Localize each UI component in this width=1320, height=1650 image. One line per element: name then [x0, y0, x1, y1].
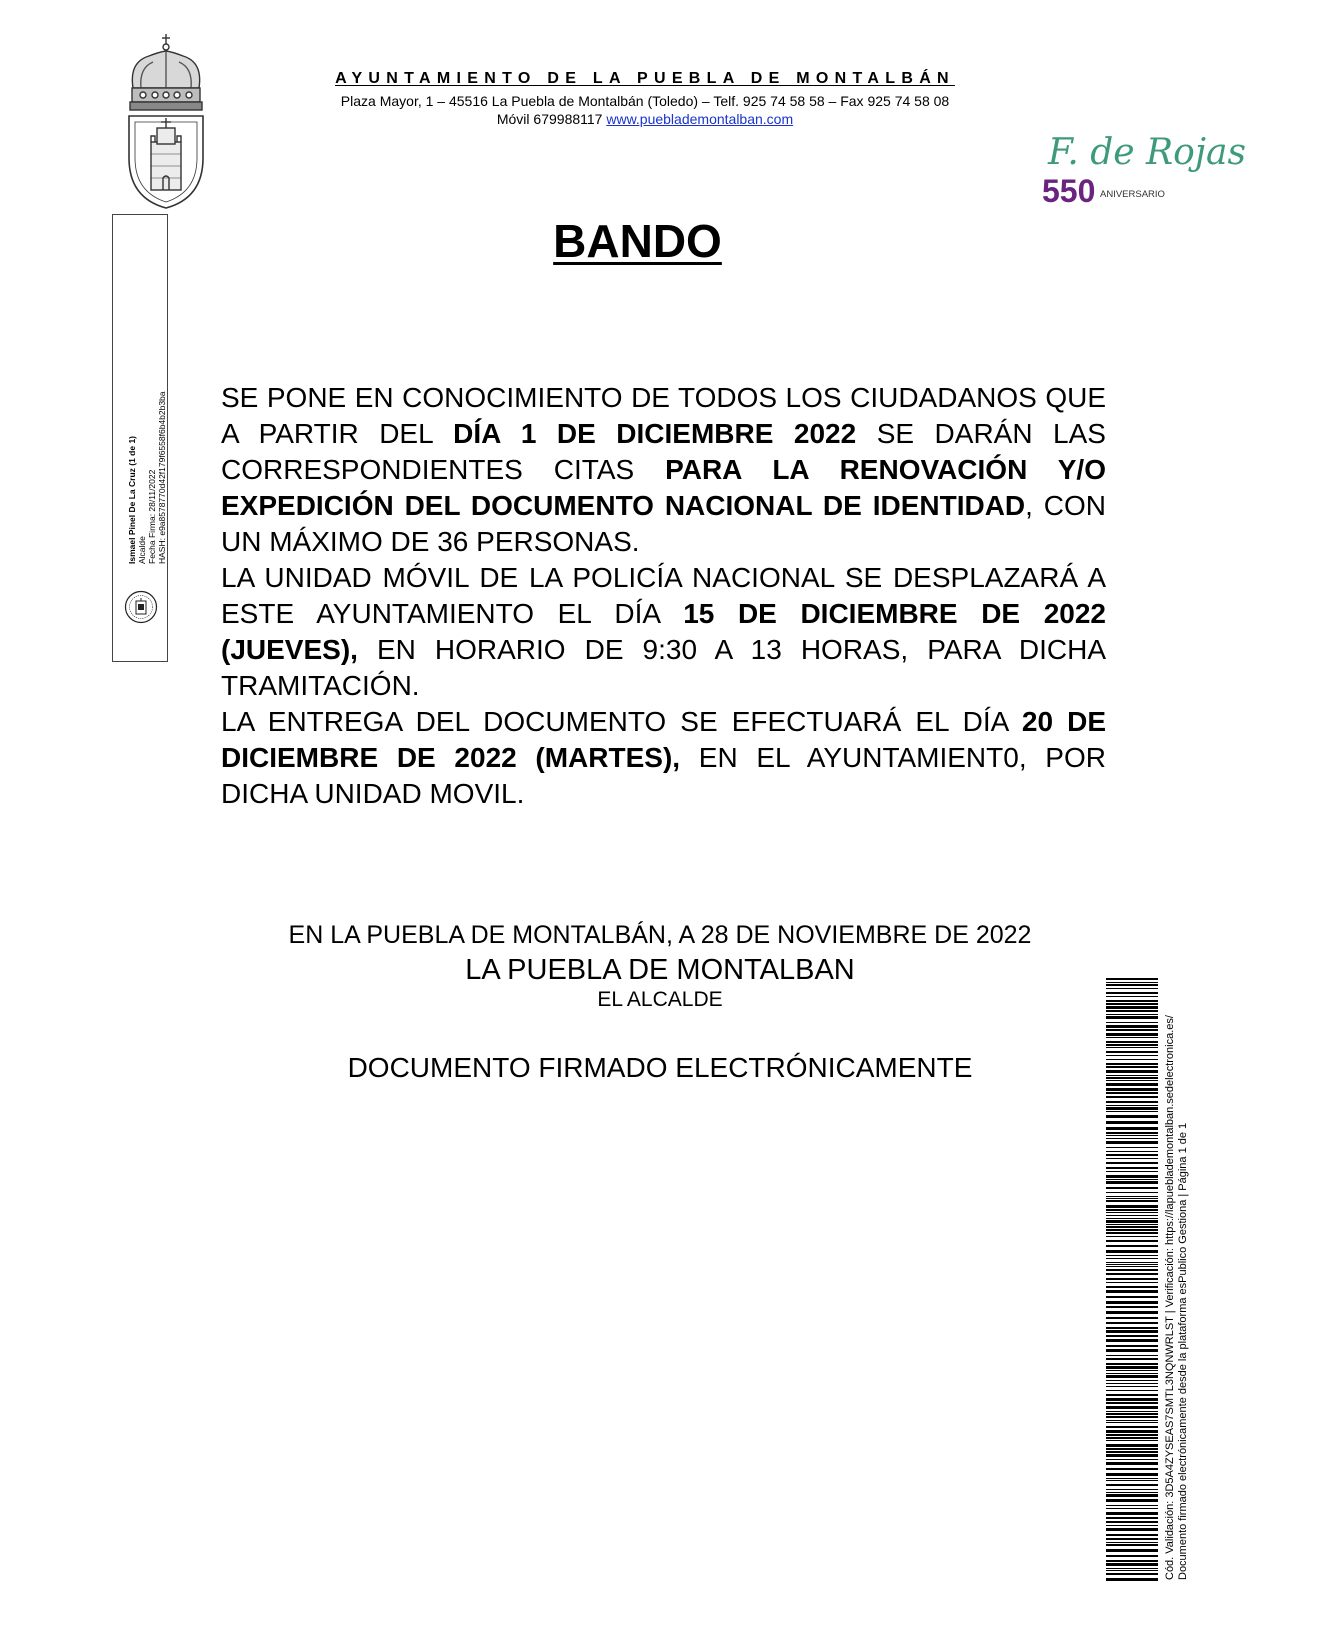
- paragraph-mobile-unit: LA UNIDAD MÓVIL DE LA POLICÍA NACIONAL SE DESPLAZARÁ A ESTE AYUNTAMIENTO EL DÍA 15 DE DICIEMBRE DE 2022 (JUEVES), EN HORARIO DE 9:30 A 13 HORAS, PARA DICHA TRAMITACIÓN.: [221, 562, 1106, 701]
- signature-hash: HASH: e9a8578770d42f179f6558f6b4b2b3ba: [157, 391, 167, 564]
- signer-role: Alcalde: [137, 536, 147, 564]
- institution-address: Plaza Mayor, 1 – 45516 La Puebla de Montalbán (Toledo) – Telf. 925 74 58 58 – Fax 925 74 58 08: [340, 93, 950, 109]
- mayor-title: EL ALCALDE: [597, 988, 723, 1011]
- anniversary-script: F. de Rojas: [1048, 132, 1246, 173]
- coat-of-arms-logo: [123, 32, 209, 210]
- institution-title: AYUNTAMIENTO DE LA PUEBLA DE MONTALBÁN: [335, 70, 955, 87]
- website-link[interactable]: www.pueblademontalban.com: [606, 111, 794, 127]
- barcode: [1106, 978, 1158, 1580]
- paragraph-dni-appointments: SE PONE EN CONOCIMIENTO DE TODOS LOS CIUDADANOS QUE A PARTIR DEL DÍA 1 DE DICIEMBRE 2022 SE DARÁN LAS CORRESPONDIENTES CITAS PARA LA RENOVACIÓN Y/O EXPEDICIÓN DEL DOCUMENTO NACIONAL DE IDENTIDAD, CON UN MÁXIMO DE 36 PERSONAS.: [221, 382, 1107, 557]
- verification-platform-line: Documento firmado electrónicamente desde la plataforma esPublico Gestiona | Página 1 de 1: [1177, 1122, 1189, 1580]
- signer-name: Ismael Pinel De La Cruz (1 de 1): [127, 435, 137, 564]
- institution-contact: [280, 111, 1010, 127]
- paragraph-delivery: LA ENTREGA DEL DOCUMENTO SE EFECTUARÁ EL DÍA 20 DE DICIEMBRE DE 2022 (MARTES), EN EL AYUNTAMIENT0, POR DICHA UNIDAD MOVIL.: [221, 706, 1106, 809]
- seal-icon: [124, 590, 158, 624]
- signature-date: Fecha Firma: 28/11/2022: [147, 469, 157, 564]
- town-name: LA PUEBLA DE MONTALBAN: [465, 954, 855, 986]
- anniversary-label: ANIVERSARIO: [1100, 189, 1165, 200]
- verification-code-line: Cód. Validación: 3D5A4ZYSEAS7SMTL3NQNWRLST | Verificación: https://lapueblademontalban.sedelectronica.es/: [1164, 1015, 1176, 1580]
- signature-stamp-text: [127, 391, 167, 564]
- verification-text: [1164, 1015, 1190, 1580]
- date-line: EN LA PUEBLA DE MONTALBÁN, A 28 DE NOVIEMBRE DE 2022: [288, 921, 1032, 949]
- mobile-number: Móvil 679988117: [496, 111, 607, 127]
- anniversary-logo: [1040, 128, 1246, 209]
- signed-notice: DOCUMENTO FIRMADO ELECTRÓNICAMENTE: [347, 1052, 973, 1083]
- anniversary-number: 550: [1042, 173, 1096, 209]
- announcement-body: [221, 380, 1106, 812]
- document-title: BANDO: [553, 215, 722, 267]
